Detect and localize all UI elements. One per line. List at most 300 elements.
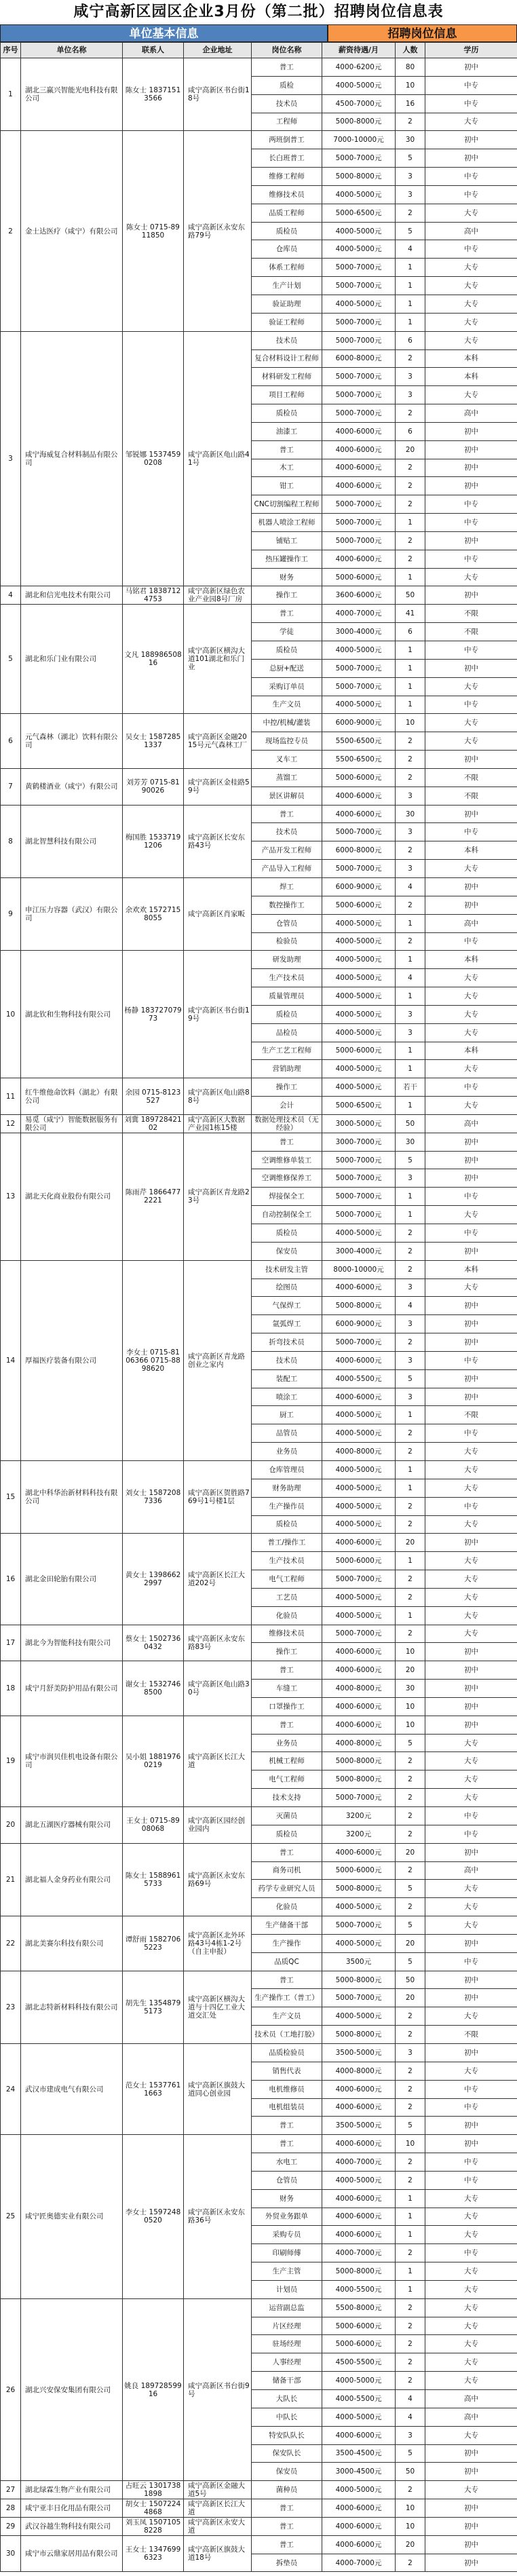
job-education: 初中 xyxy=(425,1151,517,1169)
job-education: 初中 xyxy=(425,896,517,914)
job-count: 10 xyxy=(396,2499,425,2518)
job-count: 2 xyxy=(396,2554,425,2572)
job-count: 1 xyxy=(396,1206,425,1224)
job-salary: 5500-6500元 xyxy=(322,732,396,751)
job-salary: 5000-7000元 xyxy=(322,1151,396,1169)
job-title: 机器人喷涂工程师 xyxy=(252,514,322,532)
job-title: 总厨+配送 xyxy=(252,659,322,677)
job-title: 生产计划 xyxy=(252,277,322,295)
job-education: 大专 xyxy=(425,295,517,313)
job-education: 大专 xyxy=(425,1097,517,1115)
company-address: 咸宁高新区金融2015号元气森林工厂 xyxy=(184,714,252,769)
job-salary: 4000-5000元 xyxy=(322,696,396,714)
company-name: 湖北今为智能科技有限公司 xyxy=(21,1625,123,1661)
job-salary: 4000-5000元 xyxy=(322,1606,396,1625)
job-salary: 5000-7000元 xyxy=(322,1188,396,1206)
job-count: 2 xyxy=(396,204,425,222)
job-title: 仓库管理员 xyxy=(252,1460,322,1479)
company-contact: 胡女士 15072244868 xyxy=(123,2499,184,2518)
job-title: 焊接保全工 xyxy=(252,1188,322,1206)
company-contact: 陈雨芹 18664772221 xyxy=(123,1133,184,1260)
job-education: 初中 xyxy=(425,2535,517,2554)
job-title: 普工 xyxy=(252,1661,322,1680)
job-salary: 3500-5000元 xyxy=(322,2043,396,2062)
row-number: 14 xyxy=(1,1260,21,1460)
company-address: 咸宁高新区长安东路43号 xyxy=(184,805,252,877)
table-row xyxy=(1,951,517,969)
job-salary: 4000-6000元 xyxy=(322,1843,396,1861)
job-title: 保安员 xyxy=(252,2463,322,2481)
job-education: 初中 xyxy=(425,2444,517,2463)
job-education: 大专 xyxy=(425,860,517,878)
job-count: 20 xyxy=(396,1534,425,1552)
job-count: 50 xyxy=(396,1114,425,1133)
job-salary: 5000-6000元 xyxy=(322,2317,396,2335)
job-title: 技术员 xyxy=(252,823,322,841)
job-education: 大专 xyxy=(425,2262,517,2281)
job-education: 本科 xyxy=(425,841,517,860)
job-salary: 5000-6000元 xyxy=(322,1042,396,1060)
job-salary: 4000-6000元 xyxy=(322,2098,396,2117)
job-education: 高中 xyxy=(425,2390,517,2408)
job-count: 2 xyxy=(396,477,425,495)
job-count: 20 xyxy=(396,2535,425,2554)
job-title: 化验员 xyxy=(252,1606,322,1625)
job-education: 初中 xyxy=(425,1989,517,2007)
row-number: 29 xyxy=(1,2517,21,2535)
row-number: 27 xyxy=(1,2481,21,2499)
job-count: 1 xyxy=(396,2262,425,2281)
job-title: 普工 xyxy=(252,805,322,823)
job-count: 3 xyxy=(396,787,425,805)
job-title: 气保焊工 xyxy=(252,1297,322,1315)
company-contact: 李女士 15972480520 xyxy=(123,2135,184,2299)
job-title: 普工 xyxy=(252,2535,322,2554)
job-count: 4 xyxy=(396,969,425,987)
table-row xyxy=(1,586,517,605)
job-education: 本科 xyxy=(425,1042,517,1060)
job-count: 2 xyxy=(396,1898,425,1916)
job-education: 初中 xyxy=(425,2043,517,2062)
job-salary: 4000-5000元 xyxy=(322,1515,396,1534)
job-education: 初中 xyxy=(425,1333,517,1352)
job-education: 大专 xyxy=(425,987,517,1006)
job-count: 2 xyxy=(396,751,425,769)
job-count: 1 xyxy=(396,696,425,714)
job-title: 生产文员 xyxy=(252,696,322,714)
job-education: 大专 xyxy=(425,1515,517,1534)
job-education: 大专 xyxy=(425,2372,517,2390)
job-title: 外贸业务跟单 xyxy=(252,2208,322,2226)
job-title: 电气工程师 xyxy=(252,1770,322,1789)
job-count: 6 xyxy=(396,331,425,349)
job-salary: 4000-5000元 xyxy=(322,1588,396,1606)
job-count: 3 xyxy=(396,1169,425,1188)
job-salary: 5000-6000元 xyxy=(322,768,396,787)
job-count: 3 xyxy=(396,860,425,878)
job-education: 中专 xyxy=(425,168,517,186)
company-address: 咸宁高新区永安大道 xyxy=(184,2517,252,2535)
job-salary: 4000-5000元 xyxy=(322,185,396,204)
job-title: 会计 xyxy=(252,1097,322,1115)
header-address: 企业地址 xyxy=(184,43,252,58)
job-count: 30 xyxy=(396,805,425,823)
job-salary: 6000-9000元 xyxy=(322,714,396,732)
job-salary: 5000-7000元 xyxy=(322,659,396,677)
table-row xyxy=(1,605,517,623)
job-title: 研发助理 xyxy=(252,951,322,969)
job-title: 技术员 xyxy=(252,331,322,349)
job-count: 5 xyxy=(396,1369,425,1388)
job-title: 拆垫员 xyxy=(252,2554,322,2572)
job-salary: 4000-8000元 xyxy=(322,2062,396,2080)
job-education: 中专 xyxy=(425,94,517,113)
job-salary: 5000-8000元 xyxy=(322,168,396,186)
job-salary: 5500-6500元 xyxy=(322,751,396,769)
company-address: 咸宁高新区横沟大道101湖北和乐门业 xyxy=(184,605,252,714)
job-salary: 4000-5000元 xyxy=(322,1460,396,1479)
job-education: 大专 xyxy=(425,259,517,277)
job-title: 维修技术员 xyxy=(252,185,322,204)
job-title: 生产操作工（普工） xyxy=(252,1989,322,2007)
company-name: 湖北五湖医疗器械有限公司 xyxy=(21,1807,123,1844)
company-contact: 刘玉凤 15071058228 xyxy=(123,2517,184,2535)
company-address: 咸宁高新区旗鼓大道同心创业园 xyxy=(184,2043,252,2134)
job-count: 2 xyxy=(396,1260,425,1278)
job-title: 药学专业研究人员 xyxy=(252,1880,322,1898)
job-count: 3 xyxy=(396,368,425,386)
job-education: 大专 xyxy=(425,2298,517,2317)
table-row xyxy=(1,2043,517,2062)
job-count: 5 xyxy=(396,1952,425,1971)
job-education: 初中 xyxy=(425,1716,517,1734)
job-salary: 4000-7000元 xyxy=(322,2554,396,2572)
company-name: 武汉谷越生物科技有限公司 xyxy=(21,2517,123,2535)
job-title: 采购订单员 xyxy=(252,677,322,696)
row-number: 28 xyxy=(1,2499,21,2518)
job-education: 中专 xyxy=(425,514,517,532)
job-title: 普工/操作工 xyxy=(252,1534,322,1552)
job-salary: 4000-5000元 xyxy=(322,641,396,660)
job-count: 5 xyxy=(396,149,425,168)
job-title: 品检员 xyxy=(252,1023,322,1042)
job-education: 初中 xyxy=(425,751,517,769)
job-salary: 4000-5000元 xyxy=(322,1934,396,1952)
company-contact: 谢女士 15327468500 xyxy=(123,1661,184,1716)
job-count: 1 xyxy=(396,641,425,660)
job-title: 焊工 xyxy=(252,877,322,896)
job-salary: 4000-6000元 xyxy=(322,2499,396,2518)
job-count: 4 xyxy=(396,877,425,896)
job-count: 3 xyxy=(396,1023,425,1042)
job-salary: 4000-5000元 xyxy=(322,2481,396,2499)
job-title: CNC切割编程工程师 xyxy=(252,495,322,514)
job-title: 品质检验员 xyxy=(252,2043,322,2062)
row-number: 24 xyxy=(1,2043,21,2134)
job-salary: 5000-8000元 xyxy=(322,1297,396,1315)
job-salary: 5000-7000元 xyxy=(322,368,396,386)
job-education: 初中 xyxy=(425,586,517,605)
company-address: 咸宁高新区绿色农业产业园8号厂房 xyxy=(184,586,252,605)
company-address: 咸宁高新区贺胜路769号1号楼1层 xyxy=(184,1460,252,1533)
job-title: 品管员 xyxy=(252,1424,322,1443)
job-title: 生产工艺工程师 xyxy=(252,1042,322,1060)
company-contact: 余园 0715-8123527 xyxy=(123,1078,184,1115)
job-salary: 4000-5000元 xyxy=(322,1497,396,1515)
job-title: 维修工程师 xyxy=(252,168,322,186)
job-title: 电气工程师 xyxy=(252,1570,322,1589)
job-title: 商务司机 xyxy=(252,1861,322,1880)
job-title: 中队长 xyxy=(252,2408,322,2426)
job-title: 品质QC xyxy=(252,1952,322,1971)
job-count: 80 xyxy=(396,58,425,77)
job-education: 初中 xyxy=(425,1388,517,1406)
header-no: 序号 xyxy=(1,43,21,58)
job-title: 营销助理 xyxy=(252,1060,322,1078)
job-salary: 4000-6200元 xyxy=(322,58,396,77)
job-salary: 4000-5000元 xyxy=(322,76,396,94)
job-education: 初中 xyxy=(425,149,517,168)
job-education: 本科 xyxy=(425,368,517,386)
job-salary: 5000-8000元 xyxy=(322,113,396,131)
job-salary: 4000-5500元 xyxy=(322,2280,396,2298)
job-education: 初中 xyxy=(425,1169,517,1188)
job-salary: 5000-7000元 xyxy=(322,331,396,349)
job-count: 2 xyxy=(396,1570,425,1589)
company-name: 申江压力容器（武汉）有限公司 xyxy=(21,877,123,950)
row-number: 25 xyxy=(1,2135,21,2299)
job-count: 2 xyxy=(396,550,425,568)
job-count: 3 xyxy=(396,2043,425,2062)
job-count: 20 xyxy=(396,1661,425,1680)
job-education: 初中 xyxy=(425,1843,517,1861)
job-salary: 4000-5000元 xyxy=(322,1406,396,1424)
job-title: 采购专员 xyxy=(252,2226,322,2244)
job-title: 普工 xyxy=(252,440,322,459)
job-salary: 4000-6000元 xyxy=(322,459,396,477)
table-row xyxy=(1,2481,517,2499)
job-count: 5 xyxy=(396,2444,425,2463)
company-name: 湖北天化商业股份有限公司 xyxy=(21,1133,123,1260)
row-number: 10 xyxy=(1,951,21,1078)
job-title: 普工 xyxy=(252,2117,322,2135)
row-number: 30 xyxy=(1,2535,21,2572)
job-salary: 3500-4500元 xyxy=(322,2444,396,2463)
table-row xyxy=(1,1971,517,1989)
job-title: 普工 xyxy=(252,1843,322,1861)
job-title: 蒸馏工 xyxy=(252,768,322,787)
row-number: 15 xyxy=(1,1460,21,1533)
job-salary: 3500-5000元 xyxy=(322,2117,396,2135)
job-education: 初中 xyxy=(425,1697,517,1716)
company-address: 咸宁高新区长江大道 xyxy=(184,2499,252,2518)
job-education: 大专 xyxy=(425,969,517,987)
job-title: 操作工 xyxy=(252,1643,322,1661)
job-salary: 4000-6000元 xyxy=(322,1643,396,1661)
job-title: 保安队长 xyxy=(252,2444,322,2463)
company-address: 咸宁高新区金桂路59号 xyxy=(184,768,252,805)
job-salary: 5500-8000元 xyxy=(322,2298,396,2317)
job-title: 学徒 xyxy=(252,623,322,641)
job-count: 5 xyxy=(396,222,425,240)
job-education: 初中 xyxy=(425,1242,517,1260)
company-contact: 谭舒雨 15827065223 xyxy=(123,1916,184,1971)
job-title: 操作工 xyxy=(252,586,322,605)
job-title: 生产技术员 xyxy=(252,969,322,987)
job-title: 仓管员 xyxy=(252,914,322,932)
job-salary: 5000-6000元 xyxy=(322,1552,396,1570)
job-education: 大专 xyxy=(425,204,517,222)
job-title: 技术研发主管 xyxy=(252,1260,322,1278)
table-row xyxy=(1,805,517,823)
job-education: 中专 xyxy=(425,1497,517,1515)
row-number: 23 xyxy=(1,1971,21,2043)
job-title: 数控操作工 xyxy=(252,896,322,914)
job-salary: 4000-5000元 xyxy=(322,1023,396,1042)
job-salary: 5000-7000元 xyxy=(322,313,396,331)
job-salary: 4000-6000元 xyxy=(322,2535,396,2554)
job-education: 本科 xyxy=(425,349,517,368)
job-education: 初中 xyxy=(425,2463,517,2481)
company-address: 咸宁高新区旗鼓大道18号 xyxy=(184,2535,252,2572)
company-contact: 陈女士 18371513566 xyxy=(123,58,184,131)
job-title: 财务 xyxy=(252,568,322,586)
job-education: 初中 xyxy=(425,58,517,77)
job-title: 口罩操作工 xyxy=(252,1697,322,1716)
company-name: 湖北金田轮胎有限公司 xyxy=(21,1534,123,1625)
job-salary: 4000-8000元 xyxy=(322,1734,396,1752)
job-salary: 5000-8000元 xyxy=(322,1971,396,1989)
company-name: 湖北钦和生物科技有限公司 xyxy=(21,951,123,1078)
job-education: 大专 xyxy=(425,1479,517,1497)
company-address: 咸宁高新区龟山路88号 xyxy=(184,1078,252,1115)
job-count: 1 xyxy=(396,514,425,532)
company-address: 咸宁高新区书台街9号 xyxy=(184,2298,252,2480)
job-title: 产品开发工程师 xyxy=(252,841,322,860)
job-title: 生产文员 xyxy=(252,2007,322,2026)
company-name: 湖北智慧科技有限公司 xyxy=(21,805,123,877)
job-title: 普工 xyxy=(252,1971,322,1989)
company-address: 咸宁高新区永安东路69号 xyxy=(184,1843,252,1916)
job-count: 5 xyxy=(396,1151,425,1169)
job-salary: 4000-7000元 xyxy=(322,605,396,623)
job-title: 质检 xyxy=(252,76,322,94)
job-count: 2 xyxy=(396,2353,425,2372)
job-count: 2 xyxy=(396,2317,425,2335)
job-count: 3 xyxy=(396,1278,425,1297)
job-count: 50 xyxy=(396,586,425,605)
company-name: 湖北和乐门业有限公司 xyxy=(21,605,123,714)
job-education: 大专 xyxy=(425,1588,517,1606)
job-title: 验证工程师 xyxy=(252,313,322,331)
job-count: 2 xyxy=(396,2026,425,2044)
job-salary: 5000-7000元 xyxy=(322,149,396,168)
job-title: 印刷师傅 xyxy=(252,2244,322,2262)
job-education: 初中 xyxy=(425,1643,517,1661)
company-name: 湖北中科华治新材料科技有限公司 xyxy=(21,1460,123,1533)
job-title: 驻场经理 xyxy=(252,2335,322,2353)
job-salary: 4000-6000元 xyxy=(322,1388,396,1406)
job-education: 大专 xyxy=(425,331,517,349)
job-education: 不限 xyxy=(425,787,517,805)
company-contact: 杨静 18372707973 xyxy=(123,951,184,1078)
job-education: 不限 xyxy=(425,2026,517,2044)
job-salary: 4000-6000元 xyxy=(322,2189,396,2208)
job-salary: 4000-5000元 xyxy=(322,295,396,313)
company-contact: 陈女士 0715-8911850 xyxy=(123,131,184,331)
job-salary: 4000-5000元 xyxy=(322,1479,396,1497)
job-salary: 4000-5500元 xyxy=(322,1369,396,1388)
job-count: 20 xyxy=(396,1934,425,1952)
job-salary: 5000-8000元 xyxy=(322,1752,396,1770)
job-salary: 3200元 xyxy=(322,1807,396,1825)
job-title: 现场监控专员 xyxy=(252,732,322,751)
job-title: 长白班普工 xyxy=(252,149,322,168)
company-contact: 王女士 0715-8908068 xyxy=(123,1807,184,1844)
job-title: 质检员 xyxy=(252,1825,322,1843)
job-salary: 4000-5000元 xyxy=(322,2408,396,2426)
table-row xyxy=(1,1133,517,1151)
job-title: 产品导入工程师 xyxy=(252,860,322,878)
company-address: 咸宁高新区横沟大道与十四亿工业大道交汇处 xyxy=(184,1971,252,2043)
job-count: 2 xyxy=(396,2171,425,2189)
job-count: 50 xyxy=(396,1971,425,1989)
job-title: 质检员 xyxy=(252,641,322,660)
company-name: 咸宁海威复合材料制品有限公司 xyxy=(21,331,123,586)
job-title: 项目工程师 xyxy=(252,386,322,404)
job-title: 厨工 xyxy=(252,1406,322,1424)
job-education: 大专 xyxy=(425,732,517,751)
job-title: 中控/机械/灌装 xyxy=(252,714,322,732)
job-count: 1 xyxy=(396,295,425,313)
job-salary: 4000-6000元 xyxy=(322,422,396,440)
job-title: 水电工 xyxy=(252,2153,322,2172)
job-title: 绘图员 xyxy=(252,1278,322,1297)
job-education: 大专 xyxy=(425,1278,517,1297)
job-count: 10 xyxy=(396,1643,425,1661)
job-title: 生产主管 xyxy=(252,2262,322,2281)
job-title: 灭菌员 xyxy=(252,1807,322,1825)
job-education: 中专 xyxy=(425,1188,517,1206)
job-title: 折弯技术员 xyxy=(252,1333,322,1352)
job-education: 本科 xyxy=(425,951,517,969)
job-title: 喷涂工 xyxy=(252,1388,322,1406)
job-title: 电机组装员 xyxy=(252,2098,322,2117)
company-address: 咸宁高新区书台街19号 xyxy=(184,951,252,1078)
row-number: 20 xyxy=(1,1807,21,1844)
job-education: 高中 xyxy=(425,1114,517,1133)
job-education: 大专 xyxy=(425,2317,517,2335)
job-salary: 5000-6000元 xyxy=(322,2335,396,2353)
company-contact: 文凡 18898650816 xyxy=(123,605,184,714)
job-salary: 5000-6000元 xyxy=(322,568,396,586)
job-education: 大专 xyxy=(425,1734,517,1752)
recruitment-table xyxy=(0,42,517,2572)
job-salary: 4000-5000元 xyxy=(322,240,396,259)
job-count: 2 xyxy=(396,2481,425,2499)
job-salary: 5000-7000元 xyxy=(322,1169,396,1188)
job-title: 生产技术员 xyxy=(252,1552,322,1570)
table-row xyxy=(1,1916,517,1935)
job-education: 大专 xyxy=(425,1206,517,1224)
job-salary: 5000-7000元 xyxy=(322,1333,396,1352)
job-education: 中专 xyxy=(425,823,517,841)
table-row xyxy=(1,2298,517,2317)
job-education: 中专 xyxy=(425,2098,517,2117)
job-education: 大专 xyxy=(425,1898,517,1916)
job-salary: 4000-5000元 xyxy=(322,932,396,951)
job-education: 中专 xyxy=(425,1078,517,1097)
